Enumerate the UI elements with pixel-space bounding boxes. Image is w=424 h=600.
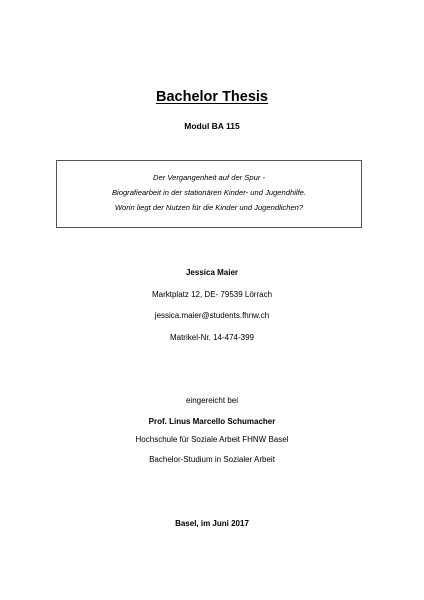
author-name: Jessica Maier	[185, 268, 239, 277]
thesis-title: Bachelor Thesis	[155, 89, 268, 105]
topic-box	[56, 160, 362, 228]
topic-line-3: Worin liegt der Nutzen für die Kinder und Jugendlichen?	[114, 203, 304, 212]
topic-line-2: Biografiearbeit in der stationären Kinder- und Jugendhilfe.	[111, 188, 307, 197]
supervisor-name: Prof. Linus Marcello Schumacher	[148, 417, 276, 426]
matriculation-number: Matrikel-Nr. 14-474-399	[169, 333, 255, 342]
module-code: Modul BA 115	[184, 121, 240, 131]
submitted-to-label: eingereicht bei	[185, 396, 239, 405]
place-and-date: Basel, im Juni 2017	[175, 519, 249, 528]
author-email: jessica.maier@students.fhnw.ch	[154, 311, 270, 320]
author-address: Marktplatz 12, DE- 79539 Lörrach	[151, 290, 273, 299]
study-program: Bachelor-Studium in Sozialer Arbeit	[149, 455, 275, 464]
institution-name: Hochschule für Soziale Arbeit FHNW Basel	[135, 435, 289, 444]
topic-line-1: Der Vergangenheit auf der Spur -	[152, 173, 265, 182]
